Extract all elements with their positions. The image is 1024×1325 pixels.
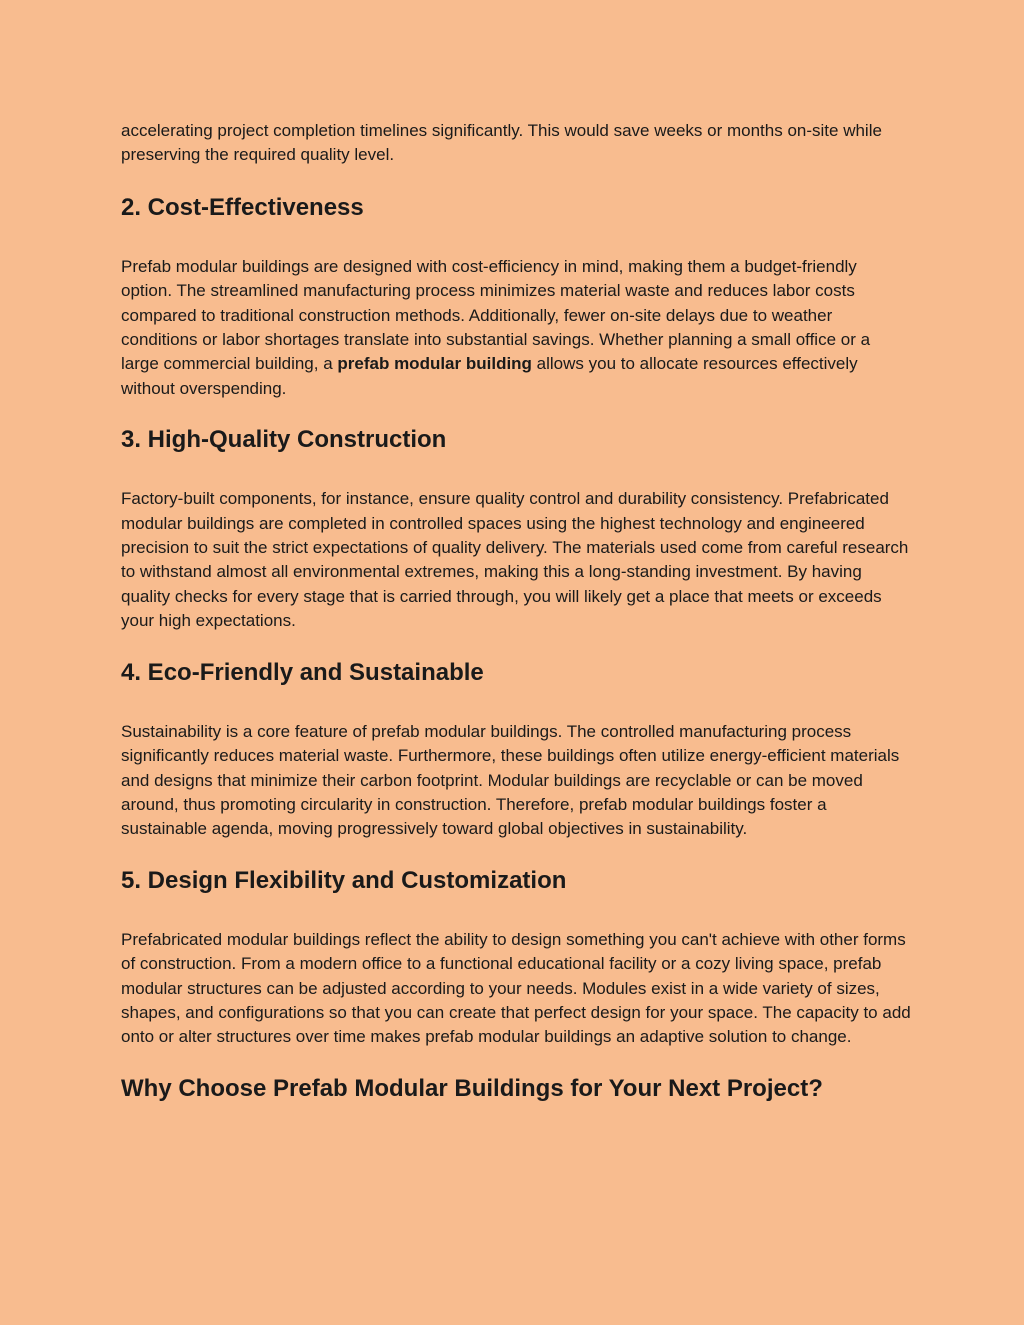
bold-keyword: prefab modular building xyxy=(337,354,532,374)
heading-cost-effectiveness: 2. Cost-Effectiveness xyxy=(121,193,364,221)
intro-paragraph: accelerating project completion timelines significantly. This would save weeks or months on-site while preserving the required quality level. xyxy=(121,121,882,165)
paragraph-eco-friendly: Sustainability is a core feature of prefab modular buildings. The controlled manufacturing process significantly reduces material waste. Furthermore, these buildings often utilize energy-efficient materials and designs that minimize their carbon footprint. Modular buildings are recyclable or can be moved around, thus promoting circularity in construction. Therefore, prefab modular buildings foster a sustainable agenda, moving progressively toward global objectives in sustainability. xyxy=(121,721,900,839)
paragraph-cost-effectiveness xyxy=(121,255,911,401)
heading-design-flexibility: 5. Design Flexibility and Customization xyxy=(121,866,567,894)
paragraph-text: Prefab modular buildings are designed with cost-efficiency in mind, making them a budget-friendly option. The streamlined manufacturing process minimizes material waste and reduces labor costs compared to traditional construction methods. Additionally, fewer on-site delays due to weather conditions or labor shortages translate into substantial savings. Whether planning a small office or a large commercial building, a xyxy=(121,256,871,374)
paragraph-design-flexibility: Prefabricated modular buildings reflect the ability to design something you can't achieve with other forms of construction. From a modern office to a functional educational facility or a cozy living space, prefab modular structures can be adjusted according to your needs. Modules exist in a wide variety of sizes, shapes, and configurations so that you can create that perfect design for your space. The capacity to add onto or alter structures over time makes prefab modular buildings an adaptive solution to change. xyxy=(121,929,911,1047)
heading-high-quality-construction: 3. High-Quality Construction xyxy=(121,426,447,454)
paragraph-high-quality-construction: Factory-built components, for instance, ensure quality control and durability consistency. Prefabricated modular buildings are completed in controlled spaces using the highest technology and engineered precision to suit the strict expectations of quality delivery. The materials used come from careful research to withstand almost all environmental extremes, making this a long-standing investment. By having quality checks for every stage that is carried through, you will likely get a place that meets or exceeds your high expectations. xyxy=(121,489,909,631)
paragraph-text: allows you to allocate resources effectively without overspending. xyxy=(121,354,858,398)
heading-why-choose: Why Choose Prefab Modular Buildings for Your Next Project? xyxy=(121,1074,823,1102)
heading-eco-friendly: 4. Eco-Friendly and Sustainable xyxy=(121,658,484,686)
